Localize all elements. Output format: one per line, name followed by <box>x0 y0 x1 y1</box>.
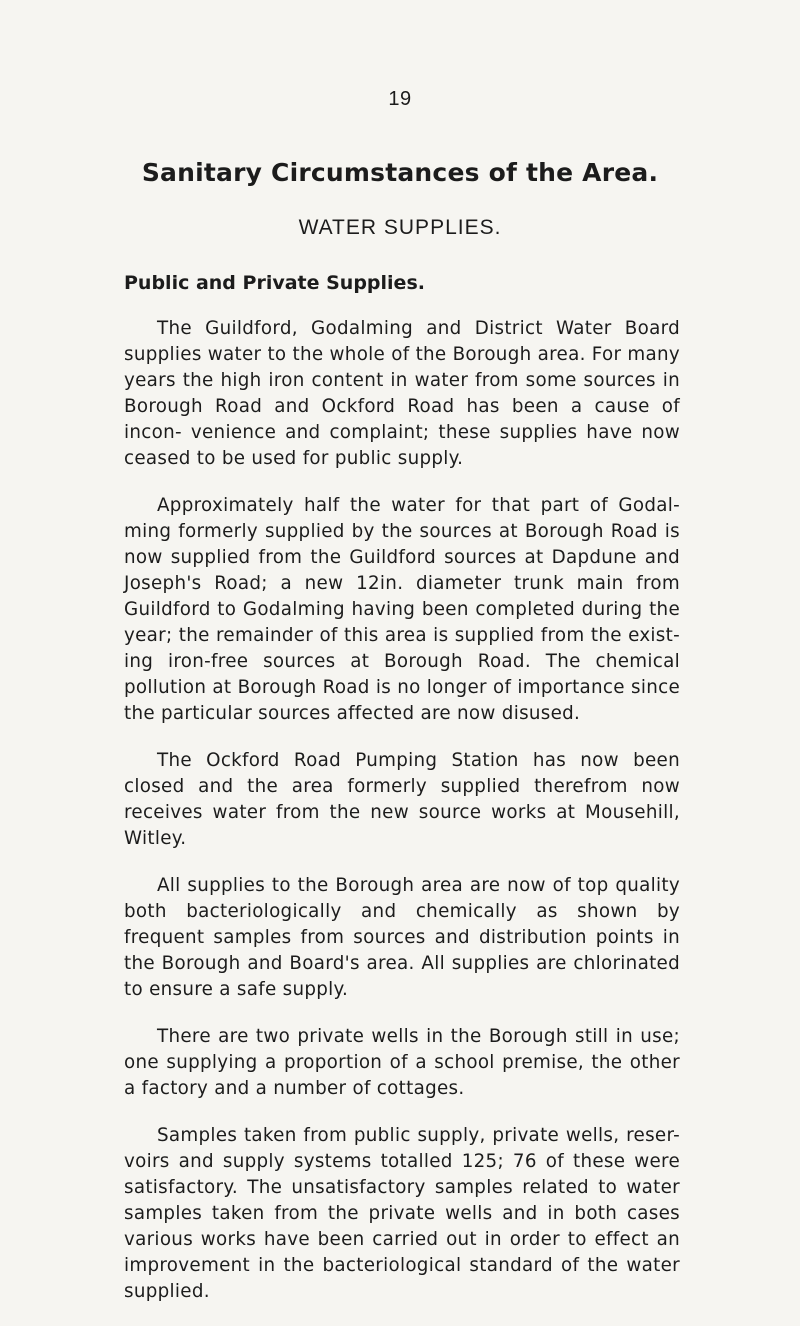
section-title: WATER SUPPLIES. <box>298 216 502 239</box>
paragraph-water-board: The Guildford, Godalming and District Water Board supplies water to the whole of the Borough area. For many years the high iron content in water from some sources in Borough Road and Ockford Road has been a cause of incon- venience and complaint; these supplies have now ceased to be used for public supply. <box>124 318 680 469</box>
paragraph-ockford-station: The Ockford Road Pumping Station has now been closed and the area formerly supplied therefrom now receives water from the new source works at Mousehill, Witley. <box>124 750 680 849</box>
paragraph-supply-quality: All supplies to the Borough area are now of top quality both bacteriologically and chemically as shown by frequent samples from sources and distribution points in the Borough and Board's area. All supplies are chlorinated to ensure a safe supply. <box>124 875 680 1000</box>
page-title: Sanitary Circumstances of the Area. <box>141 158 659 187</box>
subsection-heading: Public and Private Supplies. <box>124 272 425 294</box>
paragraph-godalming-supply: Approximately half the water for that part of Godal- ming formerly supplied by the sources at Borough Road is now supplied from the Guildford sources at Dapdune and Joseph's Road; a new 12in. diameter trunk main from Guildford to Godalming having been completed during the year; the remainder of this area is supplied from the exist- ing iron-free sources at Borough Road. The chemical pollution at Borough Road is no longer of importance since the particular sources affected are now disused. <box>124 495 680 724</box>
body-text <box>124 316 680 1326</box>
page-number: 19 <box>388 88 412 110</box>
paragraph-private-wells: There are two private wells in the Borough still in use; one supplying a proportion of a school premise, the other a factory and a number of cottages. <box>124 1026 680 1099</box>
paragraph-samples: Samples taken from public supply, private wells, reser- voirs and supply systems totalled 125; 76 of these were satisfactory. The unsatisfactory samples related to water samples taken from the private wells and in both cases various works have been carried out in order to effect an improvement in the bacteriological standard of the water supplied. <box>124 1125 680 1302</box>
